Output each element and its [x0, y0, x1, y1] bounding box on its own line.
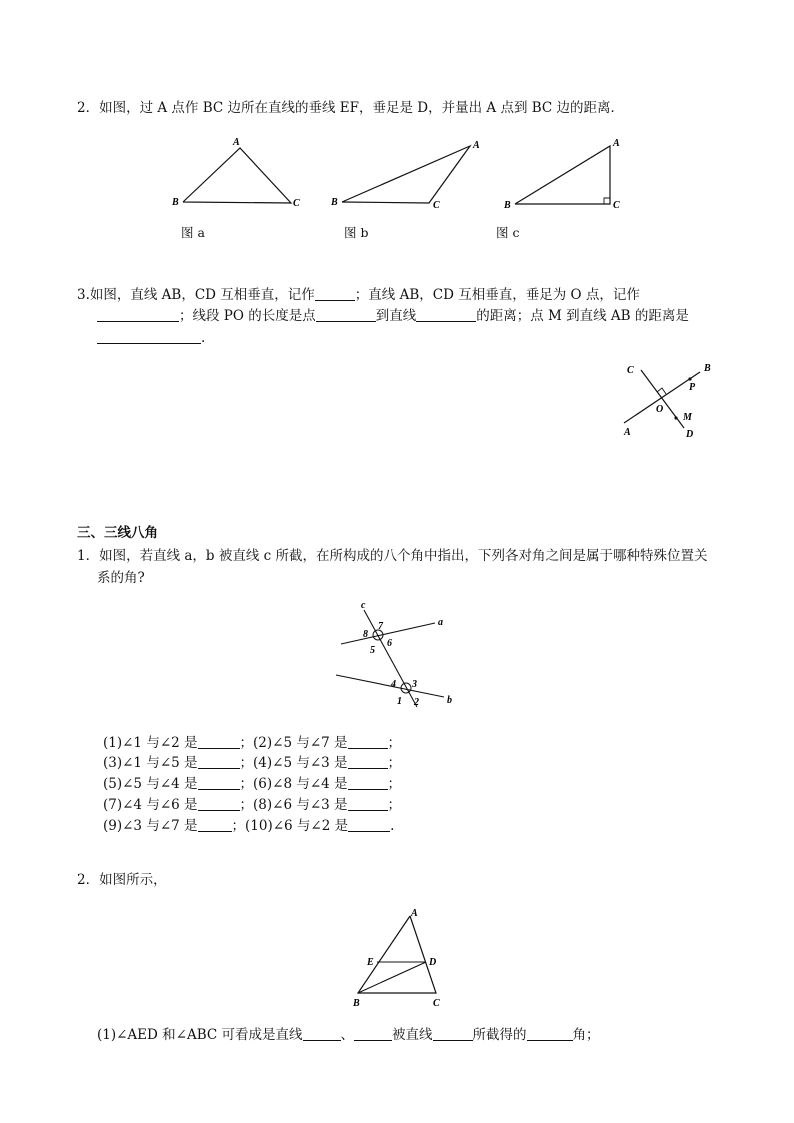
- q3-text-3: .: [201, 330, 206, 346]
- section3-q1-line-2: 系的角?: [97, 570, 145, 586]
- section3-q1-line-1: 1．如图，若直线 a，b 被直线 c 所截，在所构成的八个角中指出，下列各对角之间是属于哪种特殊位置关: [77, 548, 708, 564]
- angle-pair-row: [103, 753, 401, 773]
- angle-pair-label: (5)∠5 与∠4 是: [103, 776, 198, 792]
- answer-blank[interactable]: [198, 754, 240, 769]
- tri-label-B: B: [353, 998, 360, 1009]
- angle-pair-label: ；(6)∠8 与∠4 是: [239, 776, 348, 792]
- question-3-line-3: [97, 328, 205, 348]
- q2-text-part: 被直线: [392, 1027, 433, 1043]
- triangle-figure-c: [503, 138, 620, 211]
- answer-blank[interactable]: [198, 734, 240, 749]
- q3-label-O: O: [656, 404, 664, 415]
- q3-label-B: B: [704, 363, 711, 374]
- punctuation: ；: [387, 735, 402, 751]
- answer-blank[interactable]: [198, 775, 240, 790]
- angle-2: 2: [414, 697, 419, 708]
- point-M: [674, 416, 677, 419]
- angle-pair-label: (3)∠1 与∠5 是: [103, 755, 198, 771]
- angle-pair-row: [103, 795, 401, 815]
- tri-label-D: D: [429, 957, 437, 968]
- answer-blank[interactable]: [315, 286, 355, 301]
- fig-b-label-C: C: [433, 200, 440, 211]
- angle-pair-row: [103, 816, 394, 836]
- label-b: b: [447, 695, 452, 706]
- angle-pair-label: ；(10)∠6 与∠2 是: [231, 818, 349, 834]
- angle-pair-label: (1)∠1 与∠2 是: [103, 735, 198, 751]
- answer-blank[interactable]: [348, 817, 390, 832]
- section3-q2-line: [97, 1025, 600, 1045]
- section3-q2-intro: 2．如图所示，: [77, 872, 167, 888]
- angle-1: 1: [397, 696, 402, 707]
- angle-5: 5: [370, 645, 375, 656]
- label-a: a: [438, 617, 443, 628]
- caption-fig-c: 图 c: [496, 225, 520, 240]
- fig-b-label-A: A: [473, 140, 480, 151]
- angle-8: 8: [363, 629, 368, 640]
- q3-text-1a: 3.如图，直线 AB，CD 互相垂直，记作: [77, 287, 315, 303]
- line-b: [336, 675, 444, 697]
- angle-6: 6: [387, 638, 392, 649]
- answer-blank[interactable]: [198, 796, 240, 811]
- tri-label-A: A: [411, 908, 418, 919]
- q2-text-part: 角；: [572, 1027, 600, 1043]
- label-c: c: [361, 600, 366, 611]
- question-3-line-2: [97, 306, 689, 326]
- answer-blank[interactable]: [527, 1026, 573, 1041]
- q3-label-D: D: [686, 429, 694, 440]
- fig-c-label-A: A: [613, 138, 620, 149]
- q3-text-2a: ；线段 PO 的长度是点: [179, 308, 316, 324]
- answer-blank[interactable]: [303, 1026, 341, 1041]
- angle-pair-label: ；(4)∠5 与∠3 是: [239, 755, 348, 771]
- triangle-a-outline: [183, 148, 291, 203]
- angle-pair-label: (7)∠4 与∠6 是: [103, 797, 198, 813]
- right-angle-mark: [604, 198, 610, 204]
- tri-label-E: E: [367, 957, 374, 968]
- fig-c-label-B: B: [504, 200, 511, 211]
- question-3-line-1: [77, 285, 640, 305]
- q3-label-P: P: [689, 382, 696, 393]
- answer-blank[interactable]: [97, 307, 179, 322]
- caption-fig-a: 图 a: [181, 225, 205, 240]
- fig-b-label-B: B: [331, 197, 338, 208]
- triangle-figure-a: [171, 137, 300, 209]
- angle-pair-label: ；(2)∠5 与∠7 是: [239, 735, 348, 751]
- punctuation: .: [390, 818, 395, 834]
- punctuation: ；: [387, 776, 402, 792]
- angle-4: 4: [391, 679, 396, 690]
- angle-7: 7: [378, 621, 383, 632]
- q2-text-part: 所截得的: [472, 1027, 527, 1043]
- fig-a-label-B: B: [172, 197, 179, 208]
- q3-label-M: M: [683, 412, 692, 423]
- answer-blank[interactable]: [97, 329, 201, 344]
- answer-blank[interactable]: [198, 817, 232, 832]
- question-2-text: 2．如图，过 A 点作 BC 边所在直线的垂线 EF，垂足是 D，并量出 A 点到 BC 边的距离．: [77, 100, 625, 116]
- answer-blank[interactable]: [433, 1026, 473, 1041]
- answer-blank[interactable]: [348, 734, 388, 749]
- section-title: 三、三线八角: [77, 525, 158, 541]
- answer-blank[interactable]: [348, 796, 388, 811]
- q3-label-A: A: [624, 427, 631, 438]
- punctuation: ；: [387, 755, 402, 771]
- triangle-ABC: [358, 916, 436, 993]
- perpendicular-lines-figure: [623, 363, 711, 440]
- q2-text-part: 、: [340, 1027, 355, 1043]
- answer-blank[interactable]: [348, 775, 388, 790]
- q3-text-1b: ；直线 AB，CD 互相垂直，垂足为 O 点，记作: [354, 287, 640, 303]
- angle-pair-row: [103, 733, 401, 753]
- angle-pair-label: (9)∠3 与∠7 是: [103, 818, 198, 834]
- q3-text-2b: 到直线: [375, 308, 417, 324]
- caption-fig-b: 图 b: [344, 225, 369, 240]
- q3-label-C: C: [627, 365, 634, 376]
- fig-a-label-A: A: [233, 137, 240, 148]
- angle-3: 3: [412, 679, 417, 690]
- point-P: [688, 377, 691, 380]
- angle-pair-row: [103, 774, 401, 794]
- q3-text-2c: 的距离；点 M 到直线 AB 的距离是: [476, 308, 689, 324]
- angle-pair-label: ；(8)∠6 与∠3 是: [239, 797, 348, 813]
- fig-c-label-C: C: [613, 200, 620, 211]
- punctuation: ；: [387, 797, 402, 813]
- triangle-AED-figure: [352, 908, 440, 1009]
- answer-blank[interactable]: [348, 754, 388, 769]
- triangle-figure-b: [330, 140, 480, 211]
- transversal-figure: [336, 600, 452, 708]
- line-CD: [641, 370, 684, 428]
- triangle-b-outline: [342, 146, 470, 203]
- q2-text-part: (1)∠AED 和∠ABC 可看成是直线: [97, 1027, 303, 1043]
- answer-blank[interactable]: [416, 307, 476, 322]
- answer-blank[interactable]: [316, 307, 376, 322]
- fig-a-label-C: C: [293, 198, 300, 209]
- answer-blank[interactable]: [354, 1026, 392, 1041]
- tri-label-C: C: [433, 998, 440, 1009]
- triangle-c-outline: [515, 146, 610, 204]
